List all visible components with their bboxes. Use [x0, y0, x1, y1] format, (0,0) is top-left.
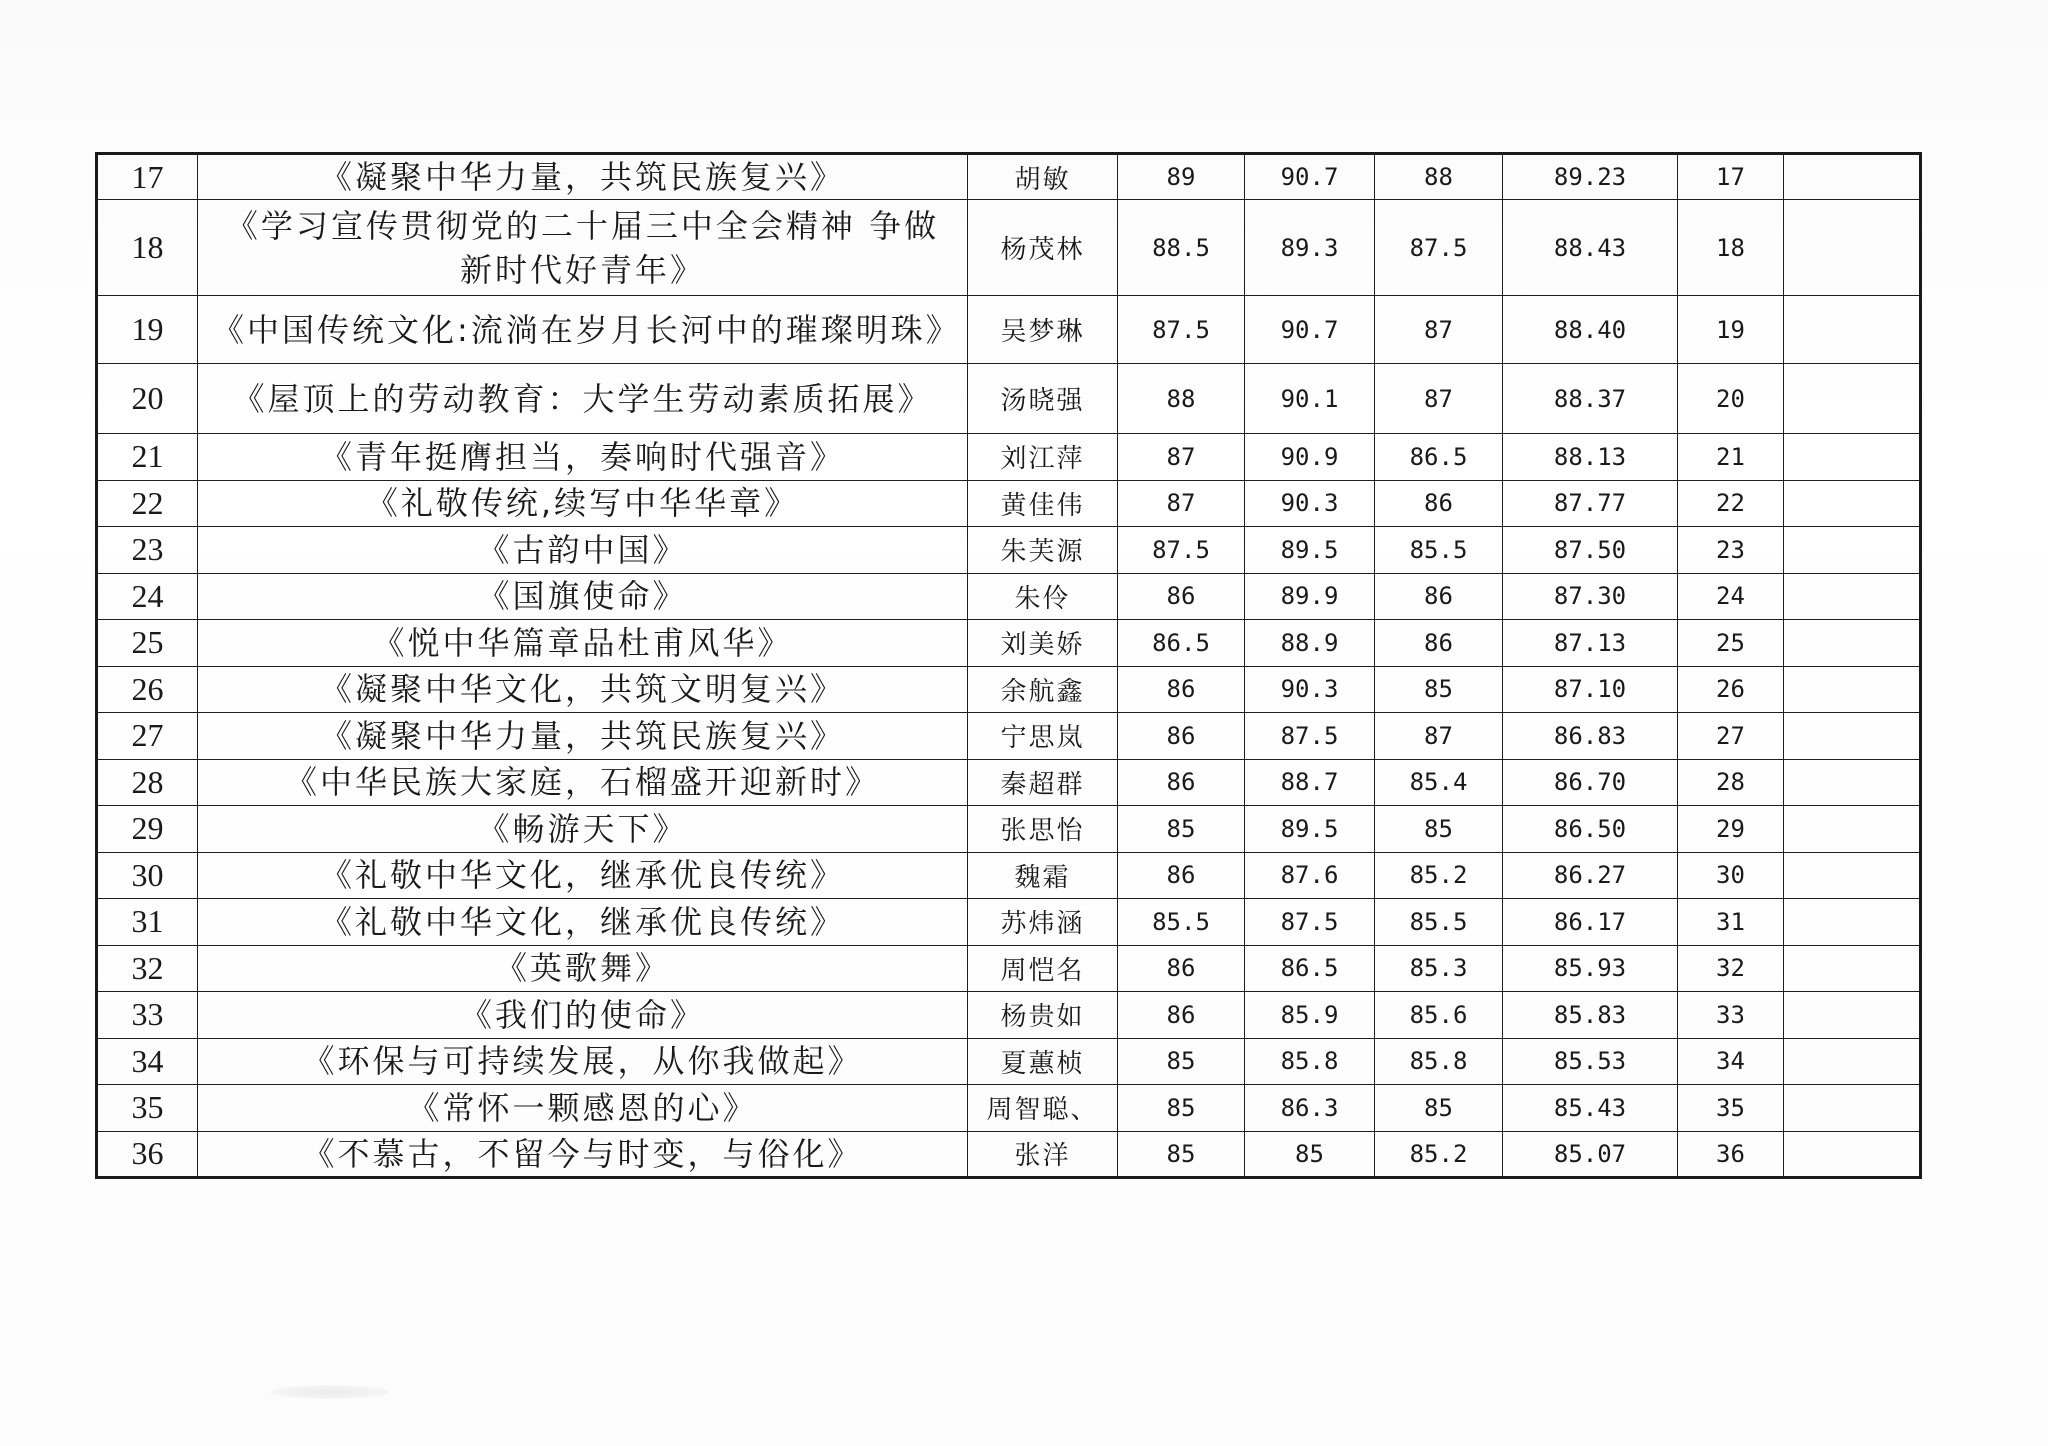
table-body: [97, 154, 1921, 1178]
note-cell: [1784, 573, 1921, 620]
table-row: [97, 666, 1921, 713]
score-3-cell: 85: [1375, 1085, 1503, 1132]
score-1-cell: 87.5: [1118, 296, 1245, 364]
score-1-cell: 86.5: [1118, 620, 1245, 667]
name-cell: 张思怡: [968, 806, 1118, 853]
rank-cell: 36: [1678, 1131, 1784, 1178]
score-1-cell: 87: [1118, 480, 1245, 527]
score-2-cell: 90.7: [1245, 154, 1375, 200]
scan-smudge: [270, 1385, 390, 1399]
score-1-cell: 86: [1118, 992, 1245, 1039]
title-cell: 《凝聚中华文化，共筑文明复兴》: [198, 666, 968, 713]
table-row: [97, 713, 1921, 760]
average-cell: 87.77: [1503, 480, 1678, 527]
row-number: 17: [97, 154, 198, 200]
name-cell: 魏霜: [968, 852, 1118, 899]
score-2-cell: 85.9: [1245, 992, 1375, 1039]
rank-cell: 19: [1678, 296, 1784, 364]
table-row: [97, 899, 1921, 946]
row-number: 27: [97, 713, 198, 760]
average-cell: 85.07: [1503, 1131, 1678, 1178]
score-1-cell: 86: [1118, 852, 1245, 899]
score-1-cell: 86: [1118, 573, 1245, 620]
row-number: 35: [97, 1085, 198, 1132]
title-cell: 《国旗使命》: [198, 573, 968, 620]
table-row: [97, 200, 1921, 296]
note-cell: [1784, 480, 1921, 527]
average-cell: 88.40: [1503, 296, 1678, 364]
rank-cell: 20: [1678, 364, 1784, 434]
table-row: [97, 620, 1921, 667]
note-cell: [1784, 1038, 1921, 1085]
note-cell: [1784, 1131, 1921, 1178]
title-cell: 《不慕古，不留今与时变，与俗化》: [198, 1131, 968, 1178]
rank-cell: 23: [1678, 527, 1784, 574]
score-3-cell: 86: [1375, 573, 1503, 620]
table-row: [97, 852, 1921, 899]
name-cell: 胡敏: [968, 154, 1118, 200]
average-cell: 86.17: [1503, 899, 1678, 946]
rank-cell: 26: [1678, 666, 1784, 713]
score-2-cell: 90.1: [1245, 364, 1375, 434]
title-cell: 《学习宣传贯彻党的二十届三中全会精神 争做新时代好青年》: [198, 200, 968, 296]
name-cell: 杨贵如: [968, 992, 1118, 1039]
row-number: 26: [97, 666, 198, 713]
score-3-cell: 85.2: [1375, 852, 1503, 899]
score-2-cell: 86.5: [1245, 945, 1375, 992]
score-2-cell: 89.5: [1245, 806, 1375, 853]
score-table: [95, 152, 1922, 1179]
rank-cell: 17: [1678, 154, 1784, 200]
score-1-cell: 89: [1118, 154, 1245, 200]
row-number: 30: [97, 852, 198, 899]
rank-cell: 25: [1678, 620, 1784, 667]
rank-cell: 29: [1678, 806, 1784, 853]
score-1-cell: 86: [1118, 759, 1245, 806]
score-1-cell: 86: [1118, 666, 1245, 713]
note-cell: [1784, 364, 1921, 434]
score-3-cell: 85.8: [1375, 1038, 1503, 1085]
average-cell: 87.50: [1503, 527, 1678, 574]
average-cell: 87.13: [1503, 620, 1678, 667]
title-cell: 《礼敬传统,续写中华华章》: [198, 480, 968, 527]
score-2-cell: 85.8: [1245, 1038, 1375, 1085]
score-2-cell: 86.3: [1245, 1085, 1375, 1132]
average-cell: 89.23: [1503, 154, 1678, 200]
name-cell: 刘美娇: [968, 620, 1118, 667]
table-row: [97, 945, 1921, 992]
name-cell: 夏蕙桢: [968, 1038, 1118, 1085]
score-2-cell: 87.5: [1245, 899, 1375, 946]
table-row: [97, 364, 1921, 434]
score-3-cell: 85.5: [1375, 527, 1503, 574]
title-cell: 《凝聚中华力量，共筑民族复兴》: [198, 154, 968, 200]
score-3-cell: 88: [1375, 154, 1503, 200]
title-cell: 《英歌舞》: [198, 945, 968, 992]
title-cell: 《礼敬中华文化，继承优良传统》: [198, 899, 968, 946]
score-1-cell: 88.5: [1118, 200, 1245, 296]
row-number: 20: [97, 364, 198, 434]
average-cell: 86.70: [1503, 759, 1678, 806]
score-2-cell: 88.9: [1245, 620, 1375, 667]
title-cell: 《畅游天下》: [198, 806, 968, 853]
title-cell: 《中国传统文化:流淌在岁月长河中的璀璨明珠》: [198, 296, 968, 364]
note-cell: [1784, 296, 1921, 364]
score-1-cell: 85: [1118, 1085, 1245, 1132]
note-cell: [1784, 992, 1921, 1039]
rank-cell: 24: [1678, 573, 1784, 620]
title-cell: 《悦中华篇章品杜甫风华》: [198, 620, 968, 667]
name-cell: 朱伶: [968, 573, 1118, 620]
name-cell: 秦超群: [968, 759, 1118, 806]
average-cell: 86.50: [1503, 806, 1678, 853]
score-3-cell: 87: [1375, 713, 1503, 760]
title-cell: 《环保与可持续发展，从你我做起》: [198, 1038, 968, 1085]
row-number: 34: [97, 1038, 198, 1085]
score-1-cell: 88: [1118, 364, 1245, 434]
score-1-cell: 85: [1118, 1131, 1245, 1178]
score-3-cell: 85.6: [1375, 992, 1503, 1039]
average-cell: 88.43: [1503, 200, 1678, 296]
rank-cell: 28: [1678, 759, 1784, 806]
score-1-cell: 86: [1118, 945, 1245, 992]
name-cell: 苏炜涵: [968, 899, 1118, 946]
row-number: 18: [97, 200, 198, 296]
rank-cell: 27: [1678, 713, 1784, 760]
note-cell: [1784, 759, 1921, 806]
table-row: [97, 527, 1921, 574]
average-cell: 86.83: [1503, 713, 1678, 760]
rank-cell: 31: [1678, 899, 1784, 946]
score-2-cell: 90.3: [1245, 666, 1375, 713]
score-1-cell: 86: [1118, 713, 1245, 760]
title-cell: 《中华民族大家庭，石榴盛开迎新时》: [198, 759, 968, 806]
average-cell: 88.13: [1503, 434, 1678, 481]
table-row: [97, 573, 1921, 620]
name-cell: 吴梦琳: [968, 296, 1118, 364]
rank-cell: 33: [1678, 992, 1784, 1039]
note-cell: [1784, 1085, 1921, 1132]
score-3-cell: 85.3: [1375, 945, 1503, 992]
score-2-cell: 87.6: [1245, 852, 1375, 899]
name-cell: 周恺名: [968, 945, 1118, 992]
row-number: 28: [97, 759, 198, 806]
row-number: 32: [97, 945, 198, 992]
table-row: [97, 434, 1921, 481]
average-cell: 88.37: [1503, 364, 1678, 434]
note-cell: [1784, 527, 1921, 574]
name-cell: 黄佳伟: [968, 480, 1118, 527]
title-cell: 《凝聚中华力量，共筑民族复兴》: [198, 713, 968, 760]
table-row: [97, 154, 1921, 200]
note-cell: [1784, 666, 1921, 713]
table-row: [97, 480, 1921, 527]
row-number: 36: [97, 1131, 198, 1178]
note-cell: [1784, 806, 1921, 853]
note-cell: [1784, 620, 1921, 667]
score-3-cell: 87: [1375, 364, 1503, 434]
note-cell: [1784, 945, 1921, 992]
name-cell: 张洋: [968, 1131, 1118, 1178]
title-cell: 《常怀一颗感恩的心》: [198, 1085, 968, 1132]
score-1-cell: 87.5: [1118, 527, 1245, 574]
rank-cell: 35: [1678, 1085, 1784, 1132]
row-number: 25: [97, 620, 198, 667]
title-cell: 《古韵中国》: [198, 527, 968, 574]
table-row: [97, 1085, 1921, 1132]
name-cell: 杨茂林: [968, 200, 1118, 296]
score-3-cell: 87.5: [1375, 200, 1503, 296]
score-3-cell: 85: [1375, 666, 1503, 713]
average-cell: 87.30: [1503, 573, 1678, 620]
average-cell: 85.43: [1503, 1085, 1678, 1132]
rank-cell: 32: [1678, 945, 1784, 992]
score-2-cell: 90.9: [1245, 434, 1375, 481]
table-row: [97, 992, 1921, 1039]
table-row: [97, 1038, 1921, 1085]
row-number: 29: [97, 806, 198, 853]
score-2-cell: 90.3: [1245, 480, 1375, 527]
note-cell: [1784, 434, 1921, 481]
note-cell: [1784, 154, 1921, 200]
table-row: [97, 296, 1921, 364]
rank-cell: 18: [1678, 200, 1784, 296]
row-number: 22: [97, 480, 198, 527]
note-cell: [1784, 200, 1921, 296]
name-cell: 余航鑫: [968, 666, 1118, 713]
score-3-cell: 86.5: [1375, 434, 1503, 481]
rank-cell: 21: [1678, 434, 1784, 481]
score-1-cell: 87: [1118, 434, 1245, 481]
score-3-cell: 86: [1375, 480, 1503, 527]
score-2-cell: 89.5: [1245, 527, 1375, 574]
row-number: 21: [97, 434, 198, 481]
row-number: 23: [97, 527, 198, 574]
title-cell: 《礼敬中华文化，继承优良传统》: [198, 852, 968, 899]
title-cell: 《屋顶上的劳动教育：大学生劳动素质拓展》: [198, 364, 968, 434]
average-cell: 85.53: [1503, 1038, 1678, 1085]
score-2-cell: 89.3: [1245, 200, 1375, 296]
row-number: 19: [97, 296, 198, 364]
score-3-cell: 86: [1375, 620, 1503, 667]
rank-cell: 34: [1678, 1038, 1784, 1085]
score-3-cell: 85.4: [1375, 759, 1503, 806]
average-cell: 85.93: [1503, 945, 1678, 992]
average-cell: 85.83: [1503, 992, 1678, 1039]
rank-cell: 22: [1678, 480, 1784, 527]
score-3-cell: 85.2: [1375, 1131, 1503, 1178]
name-cell: 汤晓强: [968, 364, 1118, 434]
name-cell: 宁思岚: [968, 713, 1118, 760]
score-1-cell: 85.5: [1118, 899, 1245, 946]
name-cell: 朱芙源: [968, 527, 1118, 574]
name-cell: 刘江萍: [968, 434, 1118, 481]
row-number: 31: [97, 899, 198, 946]
name-cell: 周智聪、: [968, 1085, 1118, 1132]
score-3-cell: 85.5: [1375, 899, 1503, 946]
table-row: [97, 806, 1921, 853]
score-2-cell: 87.5: [1245, 713, 1375, 760]
score-3-cell: 87: [1375, 296, 1503, 364]
score-1-cell: 85: [1118, 806, 1245, 853]
title-cell: 《我们的使命》: [198, 992, 968, 1039]
table-row: [97, 759, 1921, 806]
average-cell: 87.10: [1503, 666, 1678, 713]
average-cell: 86.27: [1503, 852, 1678, 899]
score-2-cell: 89.9: [1245, 573, 1375, 620]
note-cell: [1784, 713, 1921, 760]
row-number: 33: [97, 992, 198, 1039]
score-2-cell: 85: [1245, 1131, 1375, 1178]
score-2-cell: 88.7: [1245, 759, 1375, 806]
note-cell: [1784, 899, 1921, 946]
score-3-cell: 85: [1375, 806, 1503, 853]
rank-cell: 30: [1678, 852, 1784, 899]
title-cell: 《青年挺膺担当，奏响时代强音》: [198, 434, 968, 481]
note-cell: [1784, 852, 1921, 899]
score-2-cell: 90.7: [1245, 296, 1375, 364]
score-1-cell: 85: [1118, 1038, 1245, 1085]
table-row: [97, 1131, 1921, 1178]
row-number: 24: [97, 573, 198, 620]
